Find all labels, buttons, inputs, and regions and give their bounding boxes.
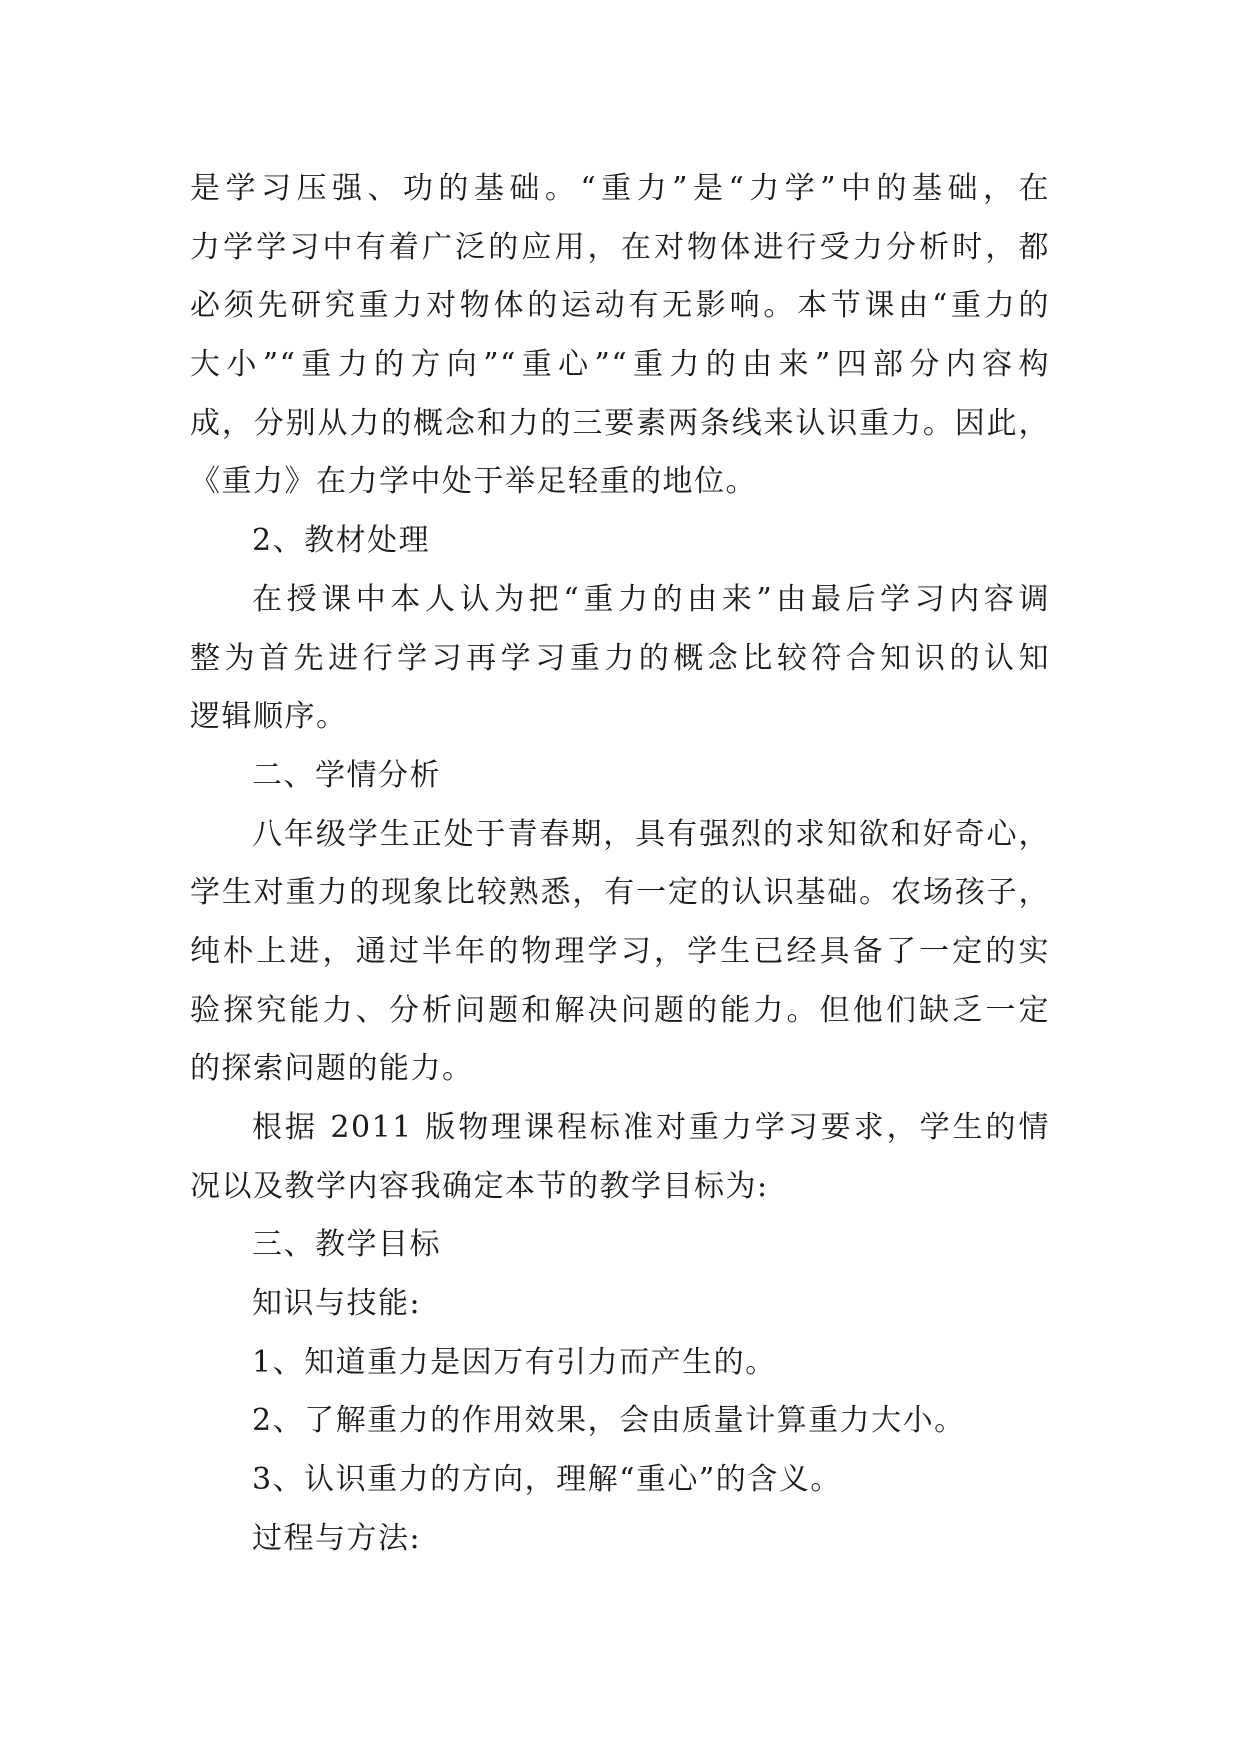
text-line: 三、教学目标 [252,1227,441,1263]
text-line: 《重力》在力学中处于举足轻重的地位。 [190,464,757,500]
text-line: 3、认识重力的方向，理解“重心”的含义。 [252,1462,842,1498]
text-line: 整为首先进行学习再学习重力的概念比较符合知识的认知 [190,640,1050,676]
text-line: 在授课中本人认为把“重力的由来”由最后学习内容调 [252,581,1050,617]
text-line: 大小”“重力的方向”“重心”“重力的由来”四部分内容构 [190,347,1050,383]
text-line: 学生对重力的现象比较熟悉，有一定的认识基础。农场孩子， [190,875,1050,911]
text-line: 纯朴上进，通过半年的物理学习，学生已经具备了一定的实 [190,933,1050,969]
text-line: 1、知道重力是因万有引力而产生的。 [252,1344,777,1380]
text-line: 是学习压强、功的基础。“重力”是“力学”中的基础，在 [190,171,1050,206]
text-line: 2、教材处理 [252,523,431,559]
text-line: 知识与技能: [252,1286,422,1322]
text-line: 二、学情分析 [252,757,441,793]
text-line: 根据 2011 版物理课程标准对重力学习要求，学生的情 [252,1110,1050,1145]
text-line: 况以及教学内容我确定本节的教学目标为: [190,1168,769,1204]
text-line: 八年级学生正处于青春期，具有强烈的求知欲和好奇心， [252,816,1050,852]
text-line: 力学学习中有着广泛的应用，在对物体进行受力分析时，都 [190,229,1050,265]
text-line: 必须先研究重力对物体的运动有无影响。本节课由“重力的 [190,288,1050,324]
text-line: 逻辑顺序。 [190,699,348,735]
text-line: 的探索问题的能力。 [190,1051,474,1087]
text-line: 验探究能力、分析问题和解决问题的能力。但他们缺乏一定 [190,992,1050,1028]
text-line: 成，分别从力的概念和力的三要素两条线来认识重力。因此， [190,405,1050,441]
document-body [190,160,1050,1569]
text-line: 过程与方法: [252,1520,422,1556]
text-line: 2、了解重力的作用效果，会由质量计算重力大小。 [252,1403,966,1439]
